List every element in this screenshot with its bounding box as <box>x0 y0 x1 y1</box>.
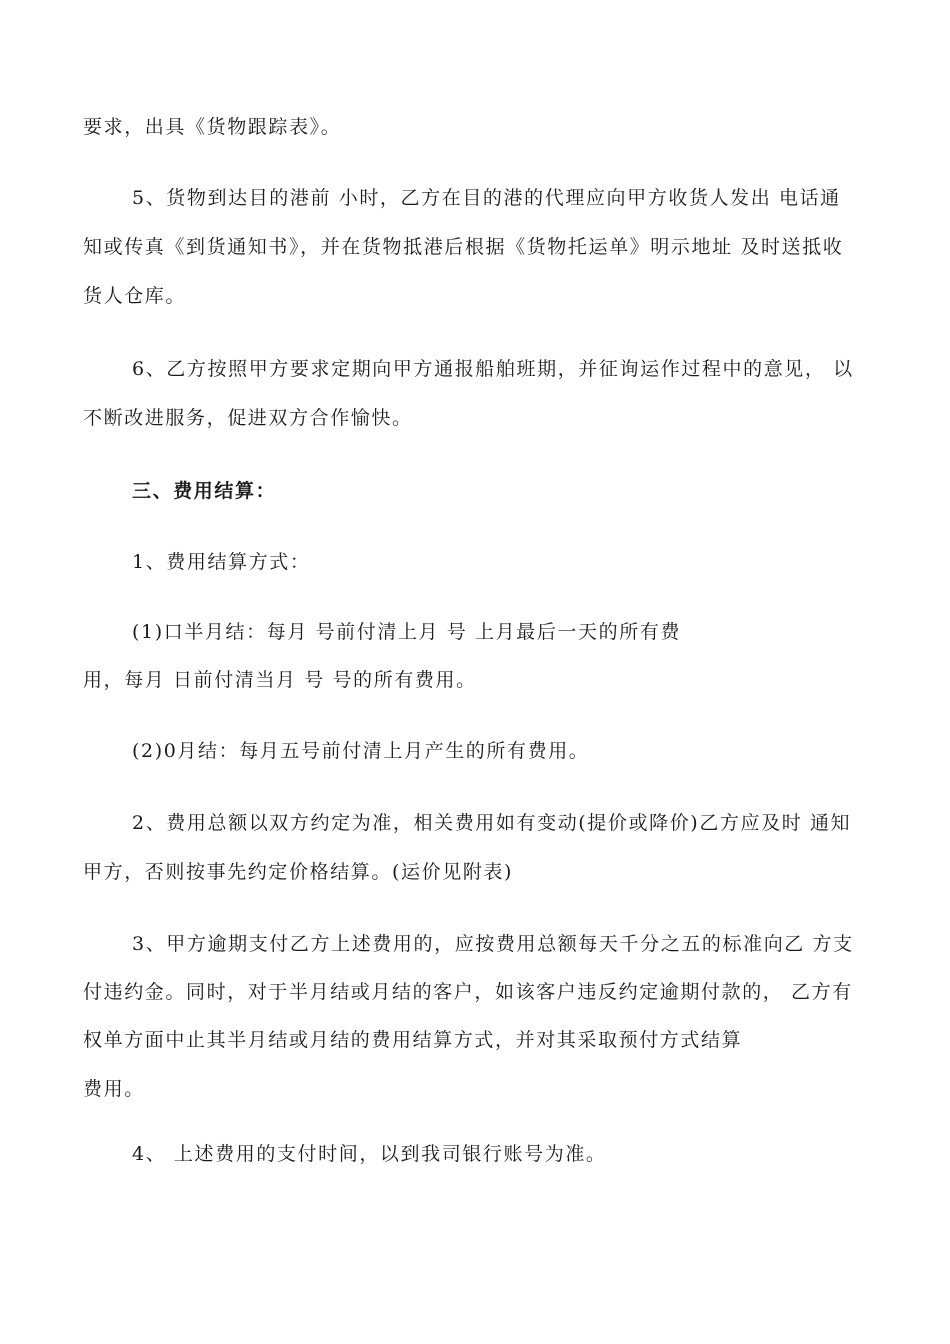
paragraph-line: 5、货物到达目的港前 小时，乙方在目的港的代理应向甲方收货人发出 电话通 <box>132 187 841 209</box>
paragraph-line: 1、费用结算方式： <box>132 551 311 573</box>
paragraph-line: 4、 上述费用的支付时间，以到我司银行账号为准。 <box>132 1143 607 1165</box>
paragraph-line: (2)0月结：每月五号前付清上月产生的所有费用。 <box>132 740 590 762</box>
paragraph-line: 甲方，否则按事先约定价格结算。(运价见附表) <box>83 861 514 883</box>
paragraph-line: 付违约金。同时，对于半月结或月结的客户，如该客户违反约定逾期付款的， 乙方有 <box>83 981 853 1003</box>
paragraph-line: 2、费用总额以双方约定为准，相关费用如有变动(提价或降价)乙方应及时 通知 <box>132 812 852 834</box>
paragraph-line: 3、甲方逾期支付乙方上述费用的，应按费用总额每天千分之五的标准向乙 方支 <box>132 933 854 955</box>
paragraph-line: 费用。 <box>83 1078 145 1100</box>
paragraph-line: 要求，出具《货物跟踪表》。 <box>83 116 342 138</box>
paragraph-line: 用，每月 日前付清当月 号 号的所有费用。 <box>83 669 477 691</box>
paragraph-line: 权单方面中止其半月结或月结的费用结算方式，并对其采取预付方式结算 <box>83 1029 743 1051</box>
paragraph-line: (1)口半月结：每月 号前付清上月 号 上月最后一天的所有费 <box>132 621 682 643</box>
paragraph-line: 货人仓库。 <box>83 285 187 307</box>
section-heading: 三、费用结算： <box>132 480 277 502</box>
paragraph-line: 不断改进服务，促进双方合作愉快。 <box>83 407 413 429</box>
paragraph-line: 知或传真《到货通知书》，并在货物抵港后根据《货物托运单》明示地址 及时送抵收 <box>83 236 844 258</box>
paragraph-line: 6、乙方按照甲方要求定期向甲方通报船舶班期，并征询运作过程中的意见， 以 <box>132 358 854 380</box>
